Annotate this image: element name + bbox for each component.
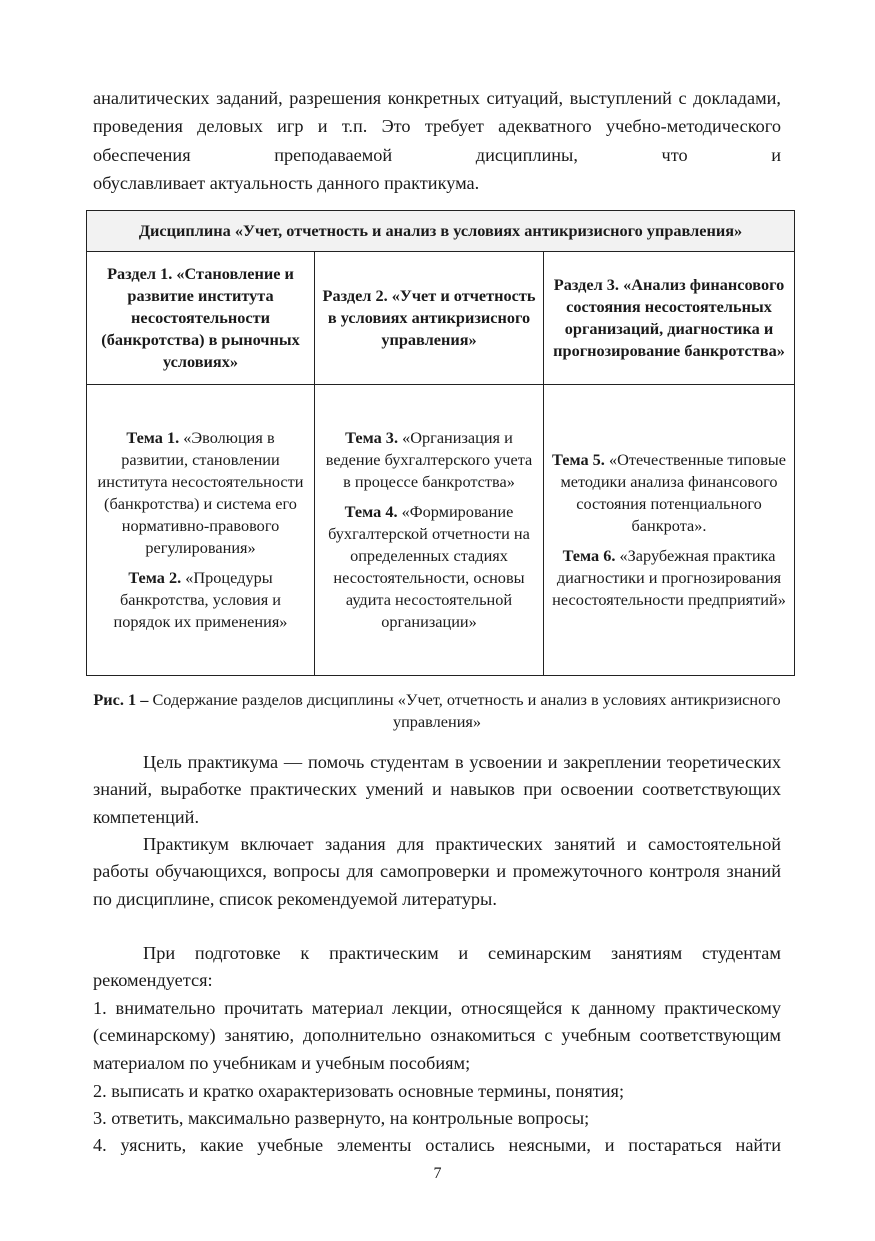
topic-label: Тема 3. bbox=[345, 428, 399, 447]
topic-label: Тема 1. bbox=[126, 428, 180, 447]
topic-text: «Организация и ведение бухгалтерского учета в процессе банкротства» bbox=[325, 428, 533, 491]
topic-1 bbox=[93, 427, 308, 559]
topic-text: «Формирование бухгалтерской отчетности на определенных стадиях несостоятельности, основы аудита несостоятельной организации» bbox=[328, 502, 530, 631]
figure-caption bbox=[93, 689, 781, 733]
section-1-topics bbox=[87, 385, 315, 676]
goal-paragraph: Цель практикума — помочь студентам в усвоении и закреплении теоретических знаний, выработке практических умений и навыков при освоении соответствующих компетенций. bbox=[93, 752, 781, 827]
topic-label: Тема 4. bbox=[344, 502, 398, 521]
discipline-structure-table bbox=[86, 210, 795, 676]
section-2-topics bbox=[315, 385, 544, 676]
list-item-3: 3. ответить, максимально развернуто, на контрольные вопросы; bbox=[93, 1108, 590, 1128]
topic-3 bbox=[321, 427, 537, 493]
topic-text: «Процедуры банкротства, условия и порядок их применения» bbox=[113, 568, 288, 631]
topic-label: Тема 2. bbox=[128, 568, 182, 587]
topic-text: «Зарубежная практика диагностики и прогнозирования несостоятельности предприятий» bbox=[552, 546, 786, 609]
caption-label: Рис. 1 – bbox=[93, 690, 149, 709]
topic-5 bbox=[550, 449, 788, 537]
list-item-1: 1. внимательно прочитать материал лекции, относящейся к данному практическому (семинарскому) занятию, дополнительно ознакомиться с учебным соответствующим материалом по учебникам и учебным пособиям; bbox=[93, 998, 781, 1073]
topic-text: «Эволюция в развитии, становлении института несостоятельности (банкротства) и система его нормативно-правового регулирования» bbox=[97, 428, 304, 557]
intro-paragraph-end: обуславливает актуальность данного практикума. bbox=[93, 173, 480, 193]
recommendation-paragraph: При подготовке к практическим и семинарским занятиям студентам рекомендуется: bbox=[93, 943, 781, 991]
topic-label: Тема 5. bbox=[552, 450, 605, 469]
topic-2 bbox=[93, 567, 308, 633]
topic-text: «Отечественные типовые методики анализа финансового состояния потенциального банкрота». bbox=[560, 450, 786, 535]
list-item-4: 4. уяснить, какие учебные элементы остались неясными, и постараться найти bbox=[93, 1135, 781, 1155]
topic-label: Тема 6. bbox=[562, 546, 616, 565]
section-3: Раздел 3. «Анализ финансового состояния несостоятельных организаций, диагностика и прогнозирование банкротства» bbox=[544, 252, 795, 385]
table-title: Дисциплина «Учет, отчетность и анализ в условиях антикризисного управления» bbox=[87, 211, 795, 252]
contents-paragraph: Практикум включает задания для практических занятий и самостоятельной работы обучающихся, вопросы для самопроверки и промежуточного контроля знаний по дисциплине, список рекомендуемой литературы. bbox=[93, 834, 781, 909]
page-number: 7 bbox=[433, 1165, 442, 1182]
list-item-2: 2. выписать и кратко охарактеризовать основные термины, понятия; bbox=[93, 1081, 625, 1101]
section-1: Раздел 1. «Становление и развитие института несостоятельности (банкротства) в рыночных условиях» bbox=[87, 252, 315, 385]
caption-text: Содержание разделов дисциплины «Учет, отчетность и анализ в условиях антикризисного управления» bbox=[148, 690, 781, 731]
section-2: Раздел 2. «Учет и отчетность в условиях антикризисного управления» bbox=[315, 252, 544, 385]
section-3-topics bbox=[544, 385, 795, 676]
topic-4 bbox=[321, 501, 537, 633]
topic-6 bbox=[550, 545, 788, 611]
intro-paragraph: аналитических заданий, разрешения конкретных ситуаций, выступлений с докладами, проведения деловых игр и т.п. Это требует адекватного учебно-методического обеспечения преподаваемой дисциплины, что и bbox=[93, 88, 781, 165]
